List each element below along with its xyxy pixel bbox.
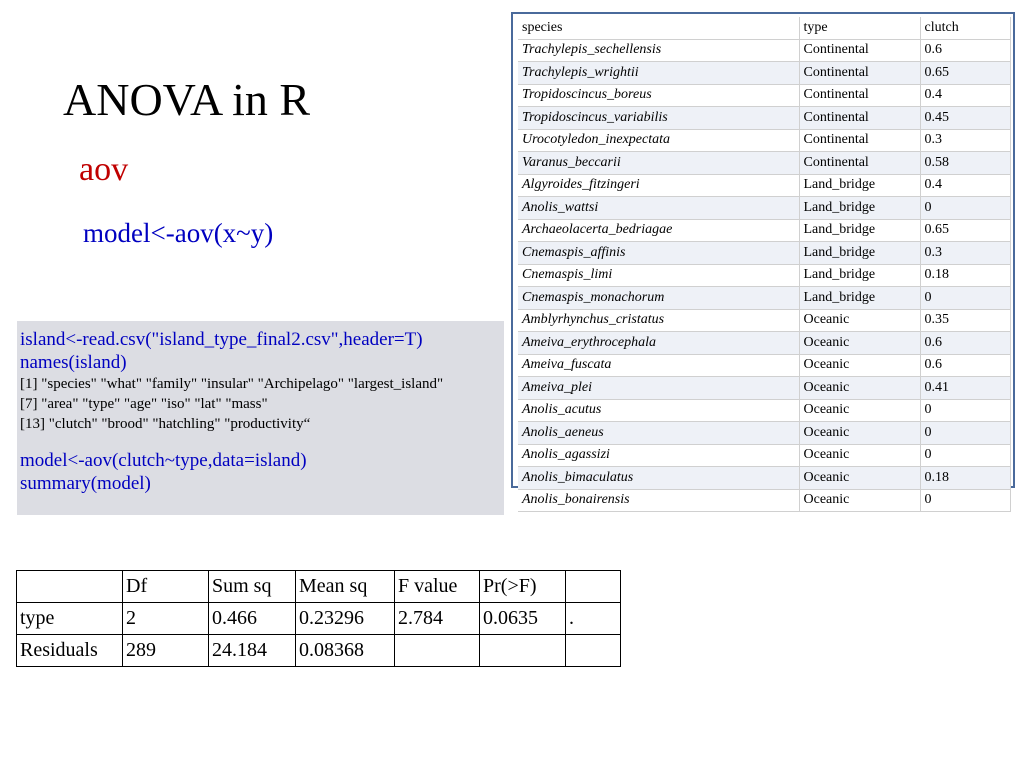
table-row (518, 309, 1010, 332)
anova-row (17, 635, 621, 667)
clutch-cell: 0.4 (920, 84, 1010, 107)
species-cell: Ameiva_plei (518, 377, 799, 400)
table-row (518, 219, 1010, 242)
type-cell: Continental (799, 84, 920, 107)
table-row (518, 264, 1010, 287)
anova-cell: 289 (123, 635, 209, 667)
names-output-line: [1] "species" "what" "family" "insular" "Archipelago" "largest_island" (20, 376, 444, 392)
slide-title: ANOVA in R (63, 74, 311, 125)
anova-cell (566, 635, 621, 667)
table-row (518, 197, 1010, 220)
species-cell: Cnemaspis_monachorum (518, 287, 799, 310)
anova-cell (480, 635, 566, 667)
type-cell: Continental (799, 129, 920, 152)
anova-header-row (17, 571, 621, 603)
read-csv-command: island<-read.csv("island_type_final2.csv",header=T) (20, 329, 423, 350)
column-header: species (518, 17, 799, 39)
type-cell: Oceanic (799, 489, 920, 512)
table-row (518, 377, 1010, 400)
island-data-table (511, 12, 1015, 508)
table-row (518, 489, 1010, 512)
species-cell: Anolis_agassizi (518, 444, 799, 467)
clutch-cell: 0.41 (920, 377, 1010, 400)
species-cell: Cnemaspis_limi (518, 264, 799, 287)
type-cell: Continental (799, 152, 920, 175)
species-cell: Anolis_bimaculatus (518, 467, 799, 490)
anova-header-cell: F value (395, 571, 480, 603)
clutch-cell: 0.65 (920, 62, 1010, 85)
species-cell: Trachylepis_sechellensis (518, 39, 799, 62)
clutch-cell: 0.45 (920, 107, 1010, 130)
table-row (518, 129, 1010, 152)
anova-header-cell: Mean sq (296, 571, 395, 603)
species-cell: Tropidoscincus_variabilis (518, 107, 799, 130)
anova-cell: 0.466 (209, 603, 296, 635)
r-code-box (17, 321, 504, 515)
clutch-cell: 0 (920, 444, 1010, 467)
clutch-cell: 0.4 (920, 174, 1010, 197)
anova-cell (395, 635, 480, 667)
summary-command: summary(model) (20, 473, 151, 494)
clutch-cell: 0.6 (920, 332, 1010, 355)
names-output-line: [7] "area" "type" "age" "iso" "lat" "mass" (20, 396, 268, 412)
species-cell: Varanus_beccarii (518, 152, 799, 175)
names-output-line: [13] "clutch" "brood" "hatchling" "productivity“ (20, 416, 311, 432)
species-cell: Tropidoscincus_boreus (518, 84, 799, 107)
anova-cell: 0.23296 (296, 603, 395, 635)
anova-cell: 2.784 (395, 603, 480, 635)
slide-subtitle: aov (79, 151, 129, 188)
anova-cell: . (566, 603, 621, 635)
type-cell: Oceanic (799, 377, 920, 400)
species-cell: Anolis_aeneus (518, 422, 799, 445)
anova-cell: Residuals (17, 635, 123, 667)
type-cell: Oceanic (799, 422, 920, 445)
clutch-cell: 0.6 (920, 354, 1010, 377)
anova-cell: type (17, 603, 123, 635)
species-cell: Amblyrhynchus_cristatus (518, 309, 799, 332)
type-cell: Land_bridge (799, 264, 920, 287)
anova-header-cell (17, 571, 123, 603)
formula-text: model<-aov(x~y) (83, 218, 274, 248)
species-cell: Urocotyledon_inexpectata (518, 129, 799, 152)
clutch-cell: 0 (920, 422, 1010, 445)
clutch-cell: 0.58 (920, 152, 1010, 175)
type-cell: Oceanic (799, 354, 920, 377)
species-cell: Ameiva_fuscata (518, 354, 799, 377)
species-cell: Trachylepis_wrightii (518, 62, 799, 85)
anova-cell: 0.08368 (296, 635, 395, 667)
type-cell: Oceanic (799, 399, 920, 422)
clutch-cell: 0.3 (920, 129, 1010, 152)
column-header: clutch (920, 17, 1010, 39)
table-header-row (518, 17, 1010, 39)
type-cell: Oceanic (799, 444, 920, 467)
anova-header-cell (566, 571, 621, 603)
species-cell: Anolis_bonairensis (518, 489, 799, 512)
anova-header-cell: Sum sq (209, 571, 296, 603)
clutch-cell: 0.18 (920, 264, 1010, 287)
anova-row (17, 603, 621, 635)
table-row (518, 242, 1010, 265)
names-command: names(island) (20, 352, 127, 373)
table-row (518, 354, 1010, 377)
table-row (518, 152, 1010, 175)
type-cell: Land_bridge (799, 287, 920, 310)
species-cell: Cnemaspis_affinis (518, 242, 799, 265)
species-cell: Anolis_wattsi (518, 197, 799, 220)
clutch-cell: 0.18 (920, 467, 1010, 490)
table-row (518, 39, 1010, 62)
anova-cell: 0.0635 (480, 603, 566, 635)
type-cell: Land_bridge (799, 197, 920, 220)
type-cell: Land_bridge (799, 174, 920, 197)
species-cell: Algyroides_fitzingeri (518, 174, 799, 197)
type-cell: Continental (799, 62, 920, 85)
anova-cell: 2 (123, 603, 209, 635)
clutch-cell: 0 (920, 287, 1010, 310)
anova-summary-table (16, 570, 621, 667)
clutch-cell: 0 (920, 197, 1010, 220)
type-cell: Oceanic (799, 467, 920, 490)
species-cell: Anolis_acutus (518, 399, 799, 422)
table-row (518, 174, 1010, 197)
clutch-cell: 0.6 (920, 39, 1010, 62)
table-row (518, 444, 1010, 467)
clutch-cell: 0.3 (920, 242, 1010, 265)
clutch-cell: 0.35 (920, 309, 1010, 332)
table-row (518, 62, 1010, 85)
table-row (518, 107, 1010, 130)
type-cell: Land_bridge (799, 219, 920, 242)
table-row (518, 422, 1010, 445)
table-row (518, 332, 1010, 355)
table-row (518, 84, 1010, 107)
species-cell: Ameiva_erythrocephala (518, 332, 799, 355)
type-cell: Continental (799, 107, 920, 130)
table-row (518, 399, 1010, 422)
clutch-cell: 0 (920, 489, 1010, 512)
table-row (518, 467, 1010, 490)
table-row (518, 287, 1010, 310)
species-cell: Archaeolacerta_bedriagae (518, 219, 799, 242)
type-cell: Land_bridge (799, 242, 920, 265)
anova-header-cell: Pr(>F) (480, 571, 566, 603)
type-cell: Continental (799, 39, 920, 62)
column-header: type (799, 17, 920, 39)
anova-header-cell: Df (123, 571, 209, 603)
type-cell: Oceanic (799, 309, 920, 332)
anova-cell: 24.184 (209, 635, 296, 667)
clutch-cell: 0.65 (920, 219, 1010, 242)
type-cell: Oceanic (799, 332, 920, 355)
aov-command: model<-aov(clutch~type,data=island) (20, 450, 307, 471)
clutch-cell: 0 (920, 399, 1010, 422)
